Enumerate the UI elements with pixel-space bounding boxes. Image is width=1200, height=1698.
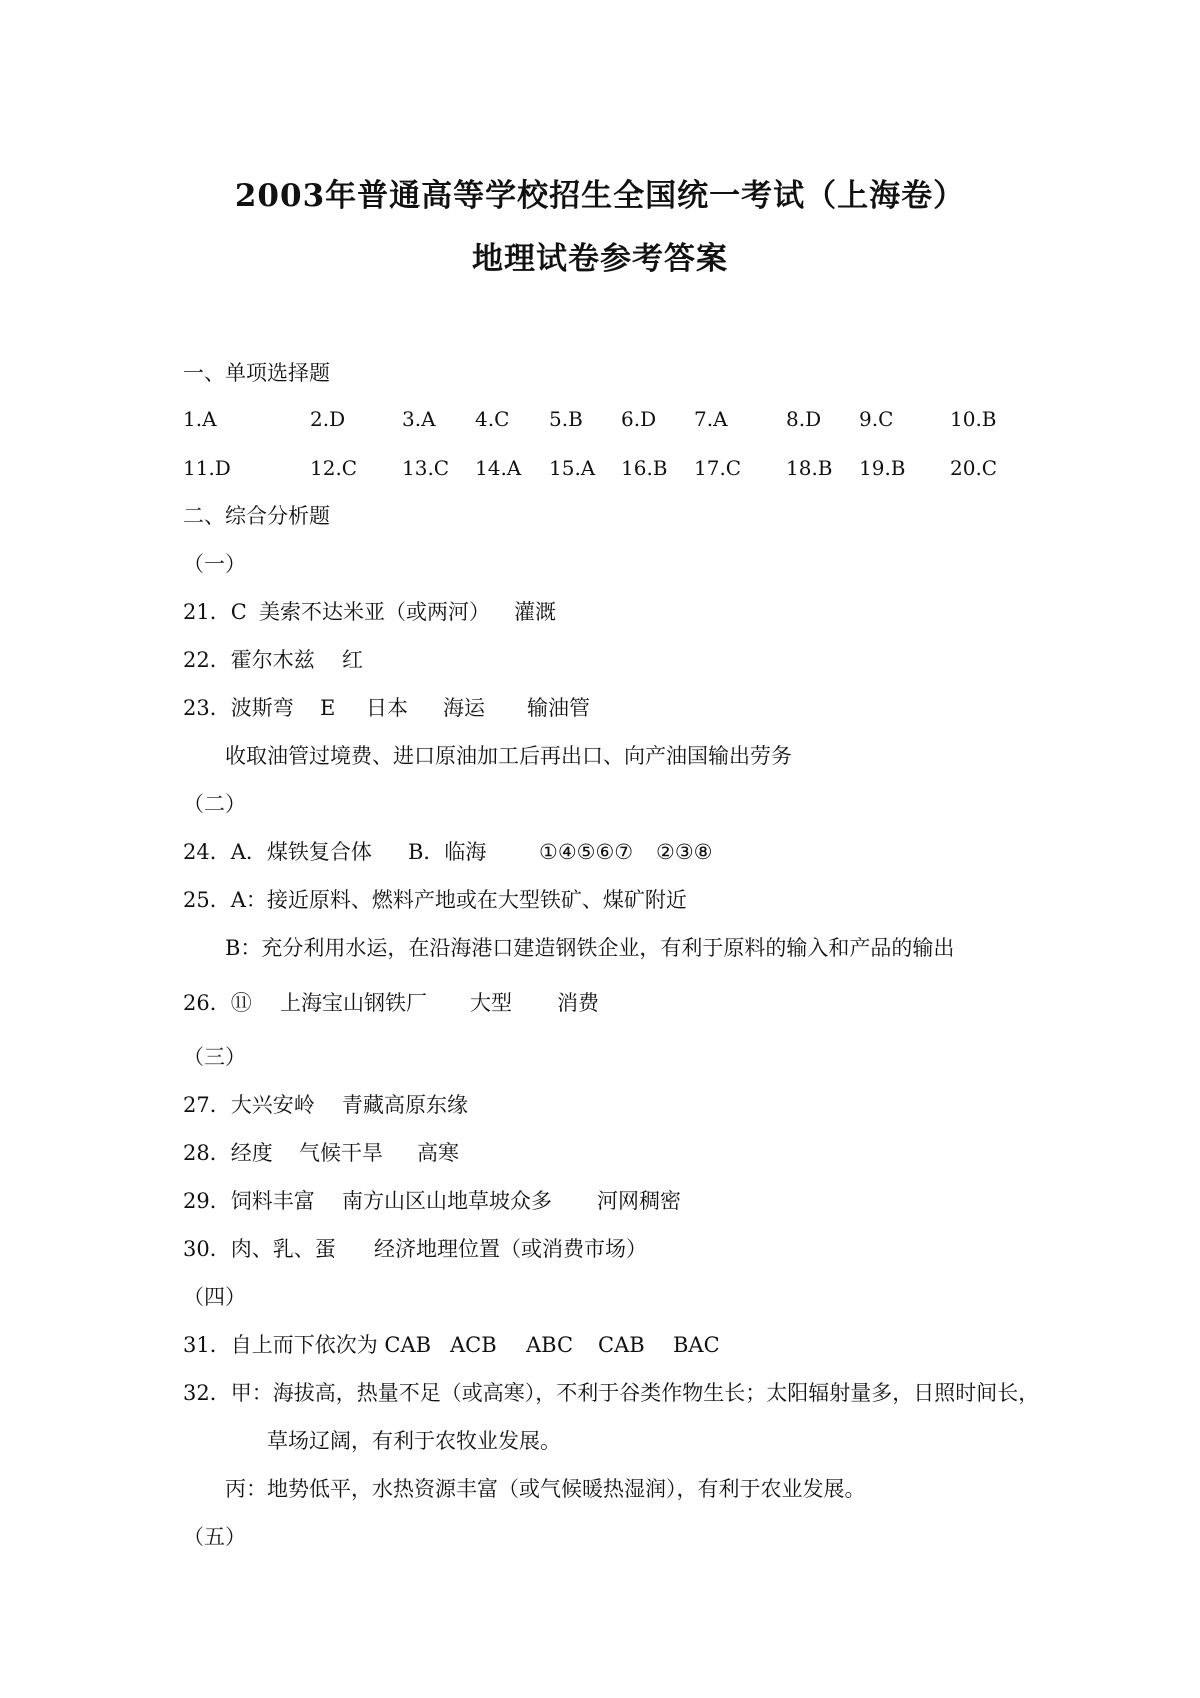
section1-heading: 一、单项选择题	[183, 361, 330, 385]
part3-label: （三）	[183, 1045, 246, 1069]
mc-answer: 8.D	[786, 407, 822, 431]
mc-answer: 11.D	[183, 456, 231, 480]
answer-segment: 26．⑪	[183, 991, 252, 1015]
answer-segment: 高寒	[417, 1141, 459, 1165]
mc-answer: 2.D	[310, 407, 346, 431]
answer-segment: 28．经度	[183, 1141, 273, 1165]
answer-segment: 23．波斯弯	[183, 696, 294, 720]
answer-segment: 经济地理位置（或消费市场）	[374, 1237, 647, 1261]
answer-segment: 南方山区山地草坡众多	[342, 1189, 552, 1213]
mc-answer: 12.C	[310, 456, 358, 480]
answer-segment: 青藏高原东缘	[342, 1093, 468, 1117]
answer-32b: 草场辽阔，有利于农牧业发展。	[267, 1429, 561, 1453]
document-title: 2003年普通高等学校招生全国统一考试（上海卷）	[234, 178, 966, 214]
answer-segment: 气候干旱	[299, 1141, 383, 1165]
answer-segment: BAC	[673, 1333, 720, 1357]
section2-heading: 二、综合分析题	[183, 504, 330, 528]
mc-answer: 6.D	[621, 407, 657, 431]
answer-25a: 25．A：接近原料、燃料产地或在大型铁矿、煤矿附近	[183, 888, 687, 912]
answer-segment: 22．霍尔木兹	[183, 648, 315, 672]
mc-answer: 7.A	[694, 407, 728, 431]
answer-segment: 灌溉	[514, 600, 556, 624]
part1-label: （一）	[183, 552, 246, 576]
answer-segment: ②③⑧	[656, 840, 713, 864]
answer-segment: ABC	[526, 1333, 574, 1357]
answer-segment: 29．饲料丰富	[183, 1189, 315, 1213]
mc-answer: 13.C	[402, 456, 450, 480]
mc-answer: 20.C	[950, 456, 998, 480]
answer-segment: ACB	[450, 1333, 497, 1357]
answer-segment: B．临海	[408, 840, 487, 864]
answer-segment: CAB	[598, 1333, 645, 1357]
answer-segment: 海运	[443, 696, 485, 720]
answer-segment: 美索不达米亚（或两河）	[259, 600, 490, 624]
mc-answer: 18.B	[786, 456, 833, 480]
answer-segment: ①④⑤⑥⑦	[539, 840, 634, 864]
answer-32c: 丙：地势低平，水热资源丰富（或气候暖热湿润），有利于农业发展。	[225, 1477, 866, 1501]
mc-answer: 14.A	[475, 456, 522, 480]
mc-answer: 19.B	[859, 456, 906, 480]
mc-answer: 5.B	[549, 407, 583, 431]
mc-answer: 15.A	[549, 456, 596, 480]
answer-segment: 21．C	[183, 600, 247, 624]
answer-32a: 32．甲：海拔高，热量不足（或高寒），不利于谷类作物生长；太阳辐射量多，日照时间长，	[183, 1381, 1040, 1405]
answer-25b: B：充分利用水运，在沿海港口建造钢铁企业，有利于原料的输入和产品的输出	[225, 936, 955, 960]
mc-answer: 9.C	[859, 407, 894, 431]
part2-label: （二）	[183, 792, 246, 816]
answer-segment: 24．A．煤铁复合体	[183, 840, 372, 864]
mc-answer: 17.C	[694, 456, 742, 480]
part4-label: （四）	[183, 1285, 246, 1309]
mc-answer: 1.A	[183, 407, 217, 431]
answer-segment: 输油管	[527, 696, 590, 720]
answer-segment: 消费	[557, 991, 599, 1015]
answer-23-continued: 收取油管过境费、进口原油加工后再出口、向产油国输出劳务	[225, 744, 792, 768]
mc-answer: 16.B	[621, 456, 668, 480]
mc-answer: 4.C	[475, 407, 510, 431]
answer-segment: 30．肉、乳、蛋	[183, 1237, 336, 1261]
part5-label: （五）	[183, 1525, 246, 1549]
answer-segment: 河网稠密	[597, 1189, 681, 1213]
mc-answer: 3.A	[402, 407, 436, 431]
mc-answer: 10.B	[950, 407, 997, 431]
document-subtitle: 地理试卷参考答案	[472, 241, 728, 277]
answer-segment: 上海宝山钢铁厂	[280, 991, 427, 1015]
answer-segment: 31．自上而下依次为 CAB	[183, 1333, 432, 1357]
answer-segment: 27．大兴安岭	[183, 1093, 315, 1117]
answer-segment: 红	[342, 648, 363, 672]
answer-segment: 日本	[366, 696, 408, 720]
answer-segment: E	[320, 696, 336, 720]
answer-segment: 大型	[470, 991, 512, 1015]
